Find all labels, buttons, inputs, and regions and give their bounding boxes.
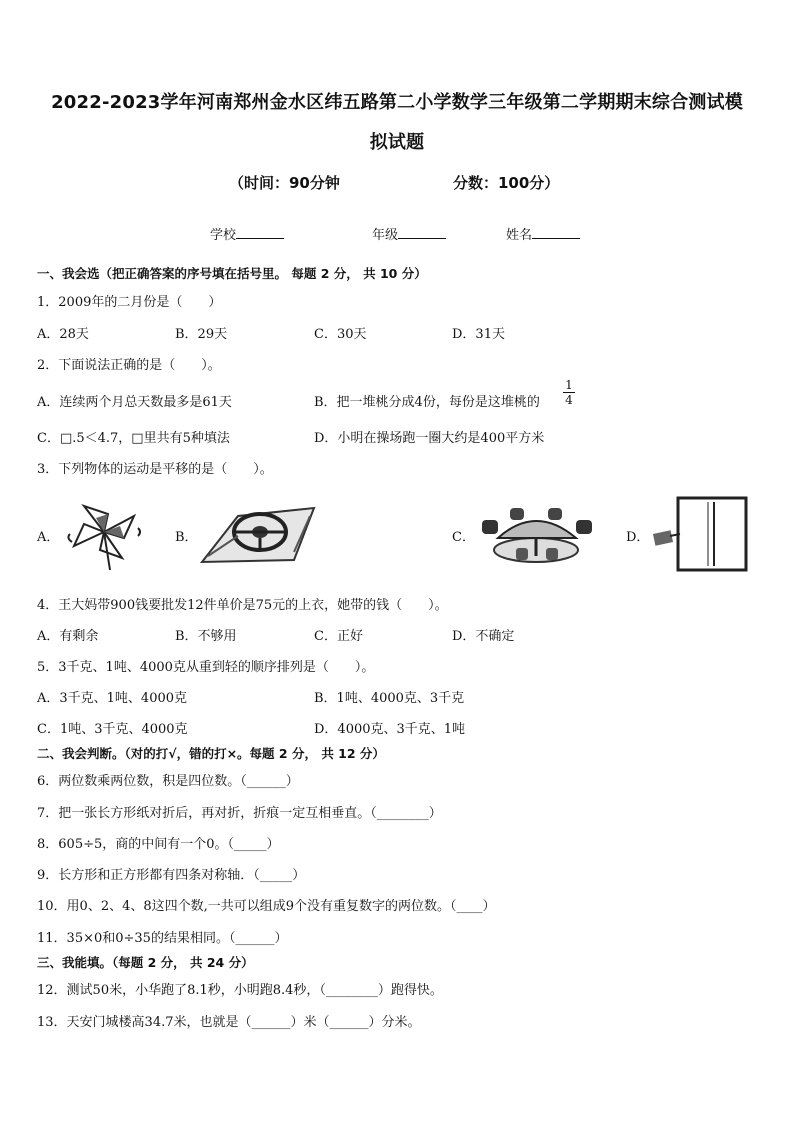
- question-1: 1．2009年的二月份是（ ）: [37, 295, 222, 310]
- q2-fraction: [563, 378, 575, 407]
- question-10: 10．用0、2、4、8这四个数,一共可以组成9个没有重复数字的两位数。（____）: [37, 899, 496, 914]
- exam-title-line1: 2022-2023学年河南郑州金水区纬五路第二小学数学三年级第二学期期末综合测试模: [51, 92, 743, 113]
- question-5: 5．3千克、1吨、4000克从重到轻的顺序排列是（ ）。: [37, 660, 375, 675]
- carousel-image: [476, 498, 598, 570]
- section-1-heading: 一、我会选（把正确答案的序号填在括号里。 每题 2 分， 共 10 分）: [37, 266, 427, 281]
- grade-label: 年级: [372, 228, 399, 243]
- name-field: [506, 224, 580, 243]
- school-blank[interactable]: [236, 226, 284, 239]
- name-blank[interactable]: [532, 226, 580, 239]
- section-3-heading: 三、我能填。（每题 2 分， 共 24 分）: [37, 955, 254, 970]
- question-7: 7．把一张长方形纸对折后，再对折，折痕一定互相垂直。（________）: [37, 806, 442, 821]
- q4-option-d: D．不确定: [452, 629, 515, 644]
- question-3: 3．下列物体的运动是平移的是（ ）。: [37, 462, 273, 477]
- q1-option-b: B．29天: [175, 327, 228, 342]
- q1-option-d: D．31天: [452, 327, 505, 342]
- question-12: 12．测试50米，小华跑了8.1秒，小明跑8.4秒，（________）跑得快。: [37, 983, 443, 998]
- fraction-numerator: 1: [563, 378, 575, 393]
- q4-option-a: A．有剩余: [37, 629, 99, 644]
- exam-title-line2: 拟试题: [369, 132, 425, 153]
- steering-wheel-image: [198, 496, 318, 568]
- fraction-denominator: 4: [565, 393, 573, 407]
- q3-option-c: C．: [452, 530, 475, 545]
- q1-option-c: C．30天: [314, 327, 367, 342]
- question-8: 8．605÷5，商的中间有一个0。（_____）: [37, 837, 280, 852]
- q3-option-b: B．: [175, 530, 198, 545]
- q4-option-b: B．不够用: [175, 629, 237, 644]
- grade-field: [372, 224, 446, 243]
- q2-option-c: C．□.5＜4.7，□里共有5种填法: [37, 431, 230, 446]
- question-2: 2．下面说法正确的是（ ）。: [37, 358, 221, 373]
- name-label: 姓名: [506, 228, 533, 243]
- q5-option-c: C．1吨、3千克、4000克: [37, 722, 188, 737]
- time-info: （时间：90分钟: [229, 174, 340, 192]
- grade-blank[interactable]: [398, 226, 446, 239]
- q4-option-c: C．正好: [314, 629, 363, 644]
- q2-option-b: B．把一堆桃分成4份，每份是这堆桃的: [314, 395, 540, 410]
- section-2-heading: 二、我会判断。（对的打√，错的打×。每题 2 分， 共 12 分）: [37, 746, 385, 761]
- q2-option-d: D．小明在操场跑一圈大约是400平方米: [314, 431, 545, 446]
- question-13: 13．天安门城楼高34.7米，也就是（______）米（______）分米。: [37, 1015, 421, 1030]
- question-4: 4．王大妈带900钱要批发12件单价是75元的上衣，她带的钱（ ）。: [37, 598, 448, 613]
- question-6: 6．两位数乘两位数，积是四位数。（______）: [37, 774, 299, 789]
- question-9: 9．长方形和正方形都有四条对称轴．（_____）: [37, 868, 306, 883]
- pinwheel-image: [62, 494, 146, 572]
- q5-option-d: D．4000克、3千克、1吨: [314, 722, 466, 737]
- question-11: 11．35×0和0÷35的结果相同。（______）: [37, 931, 288, 946]
- school-field: [210, 224, 284, 243]
- q1-option-a: A．28天: [37, 327, 89, 342]
- q3-option-d: D．: [626, 530, 650, 545]
- school-label: 学校: [210, 228, 237, 243]
- score-info: 分数：100分）: [453, 174, 560, 192]
- q5-option-a: A．3千克、1吨、4000克: [37, 691, 188, 706]
- q5-option-b: B．1吨、4000克、3千克: [314, 691, 465, 706]
- sliding-window-image: [650, 494, 750, 574]
- q3-option-a: A．: [37, 530, 60, 545]
- q2-option-a: A．连续两个月总天数最多是61天: [37, 395, 232, 410]
